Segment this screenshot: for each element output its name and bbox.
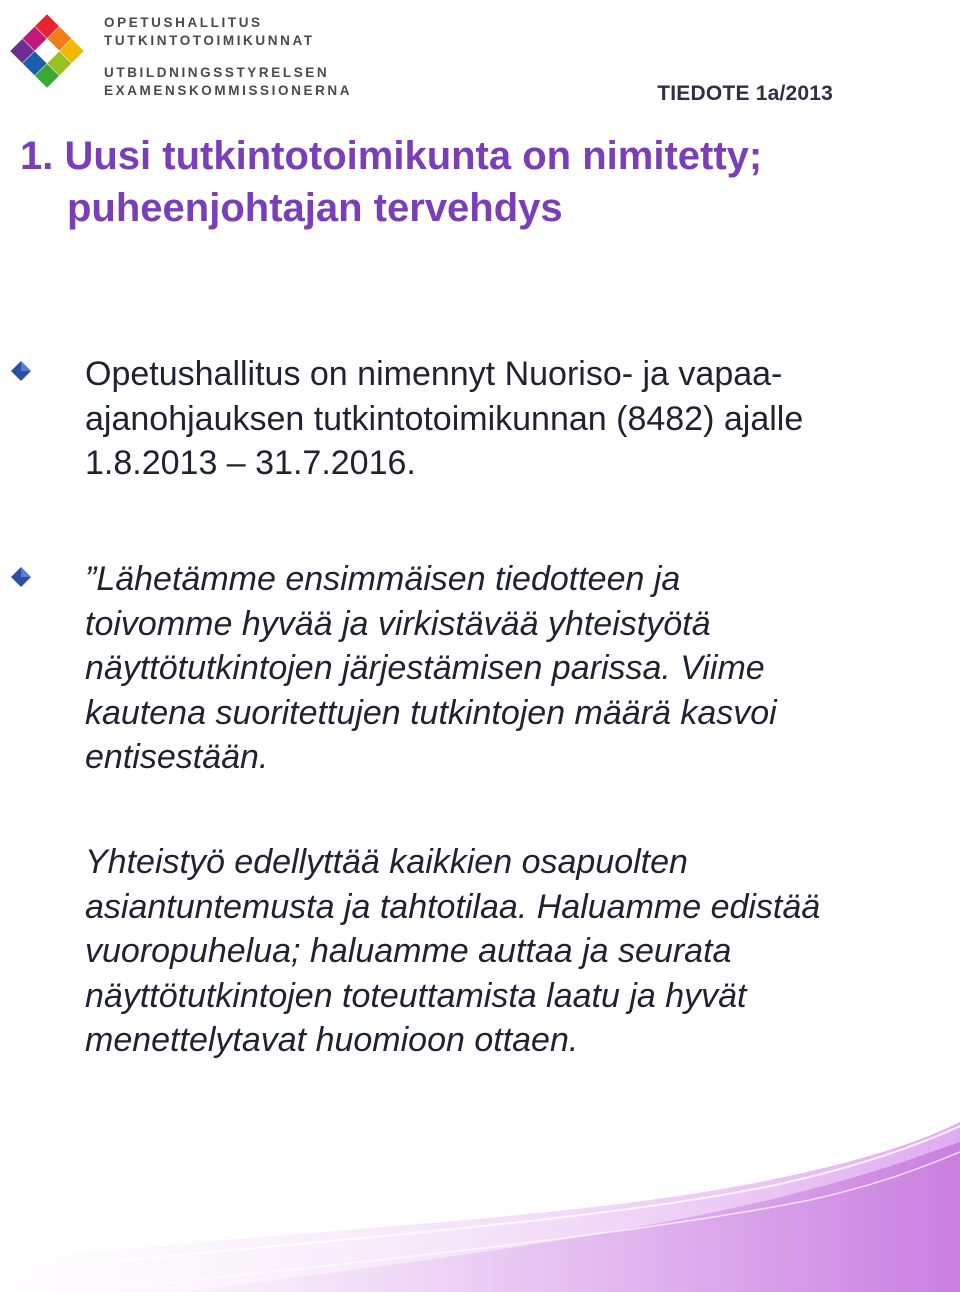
bulletin-number: TIEDOTE 1a/2013 xyxy=(657,82,833,105)
logo-line-3: UTBILDNINGSSTYRELSEN xyxy=(104,65,330,80)
logo xyxy=(4,8,364,98)
title-number: 1. xyxy=(20,134,54,178)
bullet-2-line-3: näyttötutkintojen järjestämisen parissa. Viime xyxy=(85,649,765,687)
bullet-1-text xyxy=(85,352,925,486)
decorative-wave xyxy=(0,1112,960,1292)
bullet-2-line-4: kautena suoritettujen tutkintojen määrä kasvoi xyxy=(85,693,777,732)
title-line-2: puheenjohtajan tervehdys xyxy=(67,186,563,230)
bullet-2-text xyxy=(85,557,925,780)
bullet-1-line-3: 1.8.2013 – 31.7.2016. xyxy=(85,444,416,482)
diamond-bullet-icon xyxy=(10,566,32,588)
bullet-2-line-1: ”Lähetämme ensimmäisen tiedotteen ja xyxy=(85,560,681,598)
page-title xyxy=(20,130,920,234)
logo-diamond-mark xyxy=(4,8,90,94)
paragraph-line-1: Yhteistyö edellyttää kaikkien osapuolten xyxy=(85,843,688,881)
bullet-2-line-2: toivomme hyvää ja virkistävää yhteistyötä xyxy=(85,604,711,643)
logo-line-1: OPETUSHALLITUS xyxy=(104,15,263,30)
paragraph-line-4: näyttötutkintojen toteuttamista laatu ja hyvät xyxy=(85,976,747,1015)
diamond-bullet-icon xyxy=(10,360,32,382)
paragraph-line-2: asiantuntemusta ja tahtotilaa. Haluamme edistää xyxy=(85,887,821,926)
logo-text xyxy=(104,14,352,100)
logo-line-2: TUTKINTOTOIMIKUNNAT xyxy=(104,33,315,48)
bullet-1-line-2: ajanohjauksen tutkintotoimikunnan (8482) ajalle xyxy=(85,399,804,438)
paragraph-line-5: menettelytavat huomioon ottaen. xyxy=(85,1021,579,1059)
greeting-paragraph xyxy=(85,840,925,1063)
paragraph-line-3: vuoropuhelua; haluamme auttaa ja seurata xyxy=(85,932,732,970)
title-line-1: Uusi tutkintotoimikunta on nimitetty; xyxy=(64,134,763,178)
bullet-1-line-1: Opetushallitus on nimennyt Nuoriso- ja vapaa- xyxy=(85,355,783,393)
logo-line-4: EXAMENSKOMMISSIONERNA xyxy=(104,83,353,98)
bullet-2-line-5: entisestään. xyxy=(85,738,269,776)
